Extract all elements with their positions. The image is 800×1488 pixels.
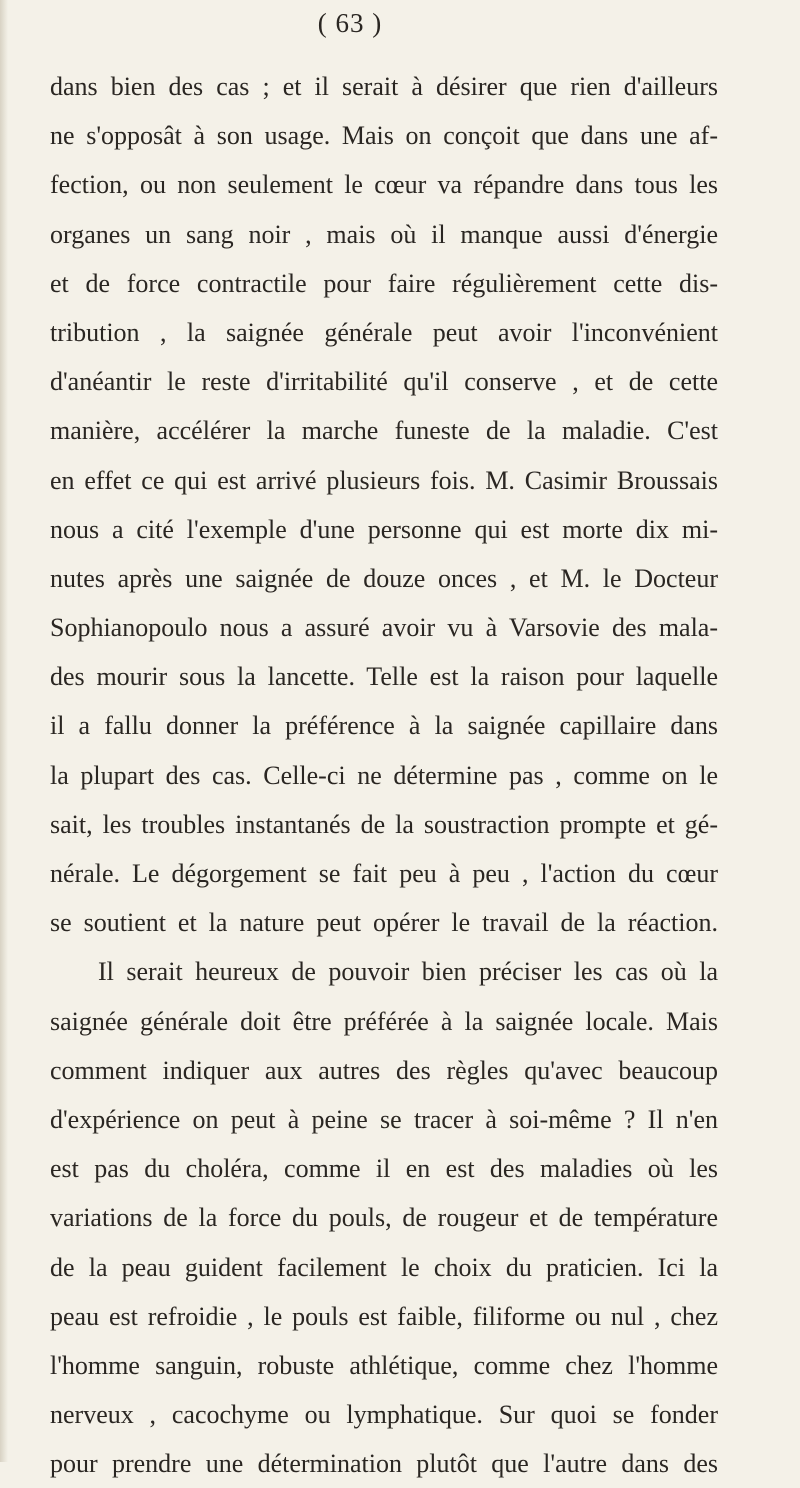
text-line: nerveux , cacochyme ou lymphatique. Sur quoi se fonder [50, 1400, 718, 1430]
page-edge-shadow [0, 0, 8, 1462]
text-line: Sophianopoulo nous a assuré avoir vu à Varsovie des mala- [50, 613, 718, 643]
text-line: pour prendre une détermination plutôt que l'autre dans des [50, 1449, 718, 1479]
text-line: peau est refroidie , le pouls est faible, filiforme ou nul , chez [50, 1301, 718, 1331]
text-line: est pas du choléra, comme il en est des maladies où les [50, 1154, 718, 1184]
text-line: ne s'opposât à son usage. Mais on conçoit que dans une af- [50, 121, 718, 151]
text-line: des mourir sous la lancette. Telle est la raison pour laquelle [50, 662, 718, 692]
text-line: et de force contractile pour faire régulièrement cette dis- [50, 268, 718, 298]
text-line: l'homme sanguin, robuste athlétique, comme chez l'homme [50, 1350, 718, 1380]
text-line: comment indiquer aux autres des règles qu'avec beaucoup [50, 1055, 718, 1085]
text-line: saignée générale doit être préférée à la saignée locale. Mais [50, 1006, 718, 1036]
text-line: variations de la force du pouls, de rougeur et de température [50, 1203, 718, 1233]
text-line: se soutient et la nature peut opérer le travail de la réaction. [50, 908, 718, 938]
text-line: d'anéantir le reste d'irritabilité qu'il conserve , et de cette [50, 367, 718, 397]
text-line: manière, accélérer la marche funeste de la maladie. C'est [50, 416, 718, 446]
text-line: la plupart des cas. Celle-ci ne détermine pas , comme on le [50, 760, 718, 790]
page-number: ( 63 ) [317, 8, 383, 38]
text-line: en effet ce qui est arrivé plusieurs fois. M. Casimir Broussais [50, 465, 718, 495]
text-line: nérale. Le dégorgement se fait peu à peu , l'action du cœur [50, 859, 718, 888]
text-line: Il serait heureux de pouvoir bien préciser les cas où la [98, 957, 718, 987]
text-line: nutes après une saignée de douze onces , et M. le Docteur [50, 563, 718, 593]
text-line: fection, ou non seulement le cœur va répandre dans tous les [50, 170, 718, 200]
body-text [50, 62, 718, 1488]
text-line: nous a cité l'exemple d'une personne qui est morte dix mi- [50, 514, 718, 544]
text-line: sait, les troubles instantanés de la soustraction prompte et gé- [50, 809, 718, 839]
text-line: d'expérience on peut à peine se tracer à soi-même ? Il n'en [50, 1104, 718, 1134]
text-line: il a fallu donner la préférence à la saignée capillaire dans [50, 711, 718, 741]
text-line: tribution , la saignée générale peut avoir l'inconvénient [50, 317, 718, 347]
text-line: organes un sang noir , mais où il manque aussi d'énergie [50, 219, 718, 249]
text-line: de la peau guident facilement le choix du praticien. Ici la [50, 1252, 718, 1282]
text-line: dans bien des cas ; et il serait à désirer que rien d'ailleurs [50, 72, 718, 101]
